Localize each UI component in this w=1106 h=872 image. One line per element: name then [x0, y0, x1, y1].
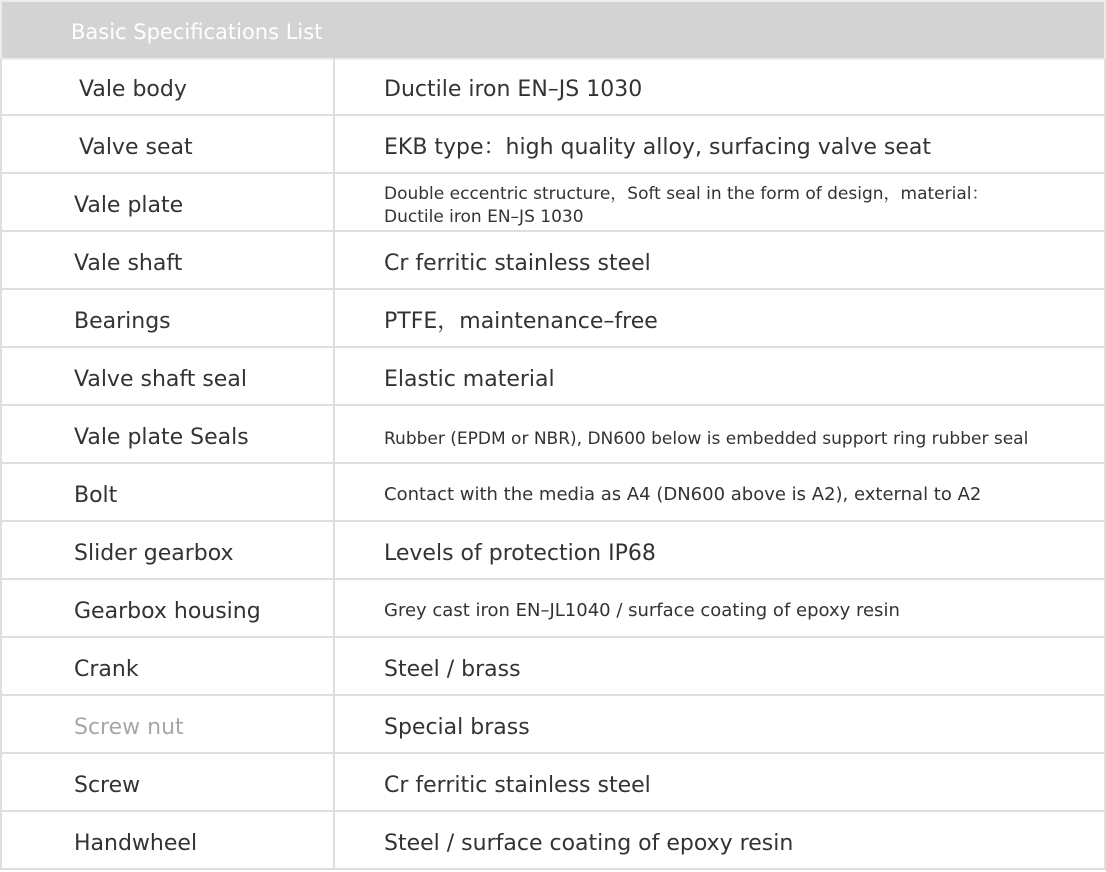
table-row: [0, 464, 1106, 522]
row-label: Screw nut: [74, 715, 184, 740]
table-row: [0, 522, 1106, 580]
row-value: Grey cast iron EN–JL1040 / surface coating of epoxy resin: [384, 600, 900, 621]
table-row: [0, 290, 1106, 348]
table-header: [0, 0, 1106, 60]
row-value: PTFE，maintenance–free: [384, 309, 658, 334]
row-value-line: Ductile iron EN–JS 1030: [384, 207, 584, 227]
row-value: Elastic material: [384, 367, 555, 392]
row-value: Cr ferritic stainless steel: [384, 773, 651, 798]
table-row: [0, 580, 1106, 638]
row-value: Rubber (EPDM or NBR), DN600 below is embedded support ring rubber seal: [384, 429, 1029, 449]
row-value: Levels of protection IP68: [384, 541, 656, 566]
row-label: Vale body: [79, 77, 187, 102]
row-value: Steel / surface coating of epoxy resin: [384, 831, 794, 856]
row-value-line: Double eccentric structure，Soft seal in the form of design，material：: [384, 184, 989, 204]
row-label: Vale plate: [74, 193, 184, 218]
row-value: Special brass: [384, 715, 530, 740]
row-label: Crank: [74, 657, 139, 682]
row-value: Contact with the media as A4 (DN600 above is A2), external to A2: [384, 484, 982, 505]
row-label: Bolt: [74, 483, 118, 508]
row-label: Gearbox housing: [74, 599, 261, 624]
column-divider: [333, 522, 335, 578]
column-divider: [333, 232, 335, 288]
row-value: Ductile iron EN–JS 1030: [384, 77, 643, 102]
table-row: [0, 232, 1106, 290]
table-row: [0, 754, 1106, 812]
row-label: Valve seat: [79, 135, 193, 160]
column-divider: [333, 754, 335, 810]
table-row: [0, 58, 1106, 116]
table-row: [0, 696, 1106, 754]
row-label: Vale plate Seals: [74, 425, 249, 450]
row-label: Bearings: [74, 309, 171, 334]
table-row: [0, 348, 1106, 406]
table-row: [0, 812, 1106, 870]
row-value: Cr ferritic stainless steel: [384, 251, 651, 276]
row-label: Valve shaft seal: [74, 367, 247, 392]
table-body: [0, 58, 1106, 872]
column-divider: [333, 174, 335, 230]
row-label: Slider gearbox: [74, 541, 234, 566]
table-row: [0, 638, 1106, 696]
column-divider: [333, 696, 335, 752]
column-divider: [333, 580, 335, 636]
column-divider: [333, 58, 335, 114]
row-label: Vale shaft: [74, 251, 183, 276]
column-divider: [333, 116, 335, 172]
row-value: EKB type：high quality alloy, surfacing valve seat: [384, 135, 931, 160]
header-title: Basic Specifications List: [71, 20, 323, 44]
column-divider: [333, 812, 335, 868]
column-divider: [333, 406, 335, 462]
row-label: Handwheel: [74, 831, 198, 856]
row-value: [384, 183, 989, 229]
table-row: [0, 174, 1106, 232]
column-divider: [333, 348, 335, 404]
table-row: [0, 406, 1106, 464]
table-row: [0, 116, 1106, 174]
row-label: Screw: [74, 773, 141, 798]
column-divider: [333, 638, 335, 694]
row-value: Steel / brass: [384, 657, 521, 682]
column-divider: [333, 464, 335, 520]
column-divider: [333, 290, 335, 346]
